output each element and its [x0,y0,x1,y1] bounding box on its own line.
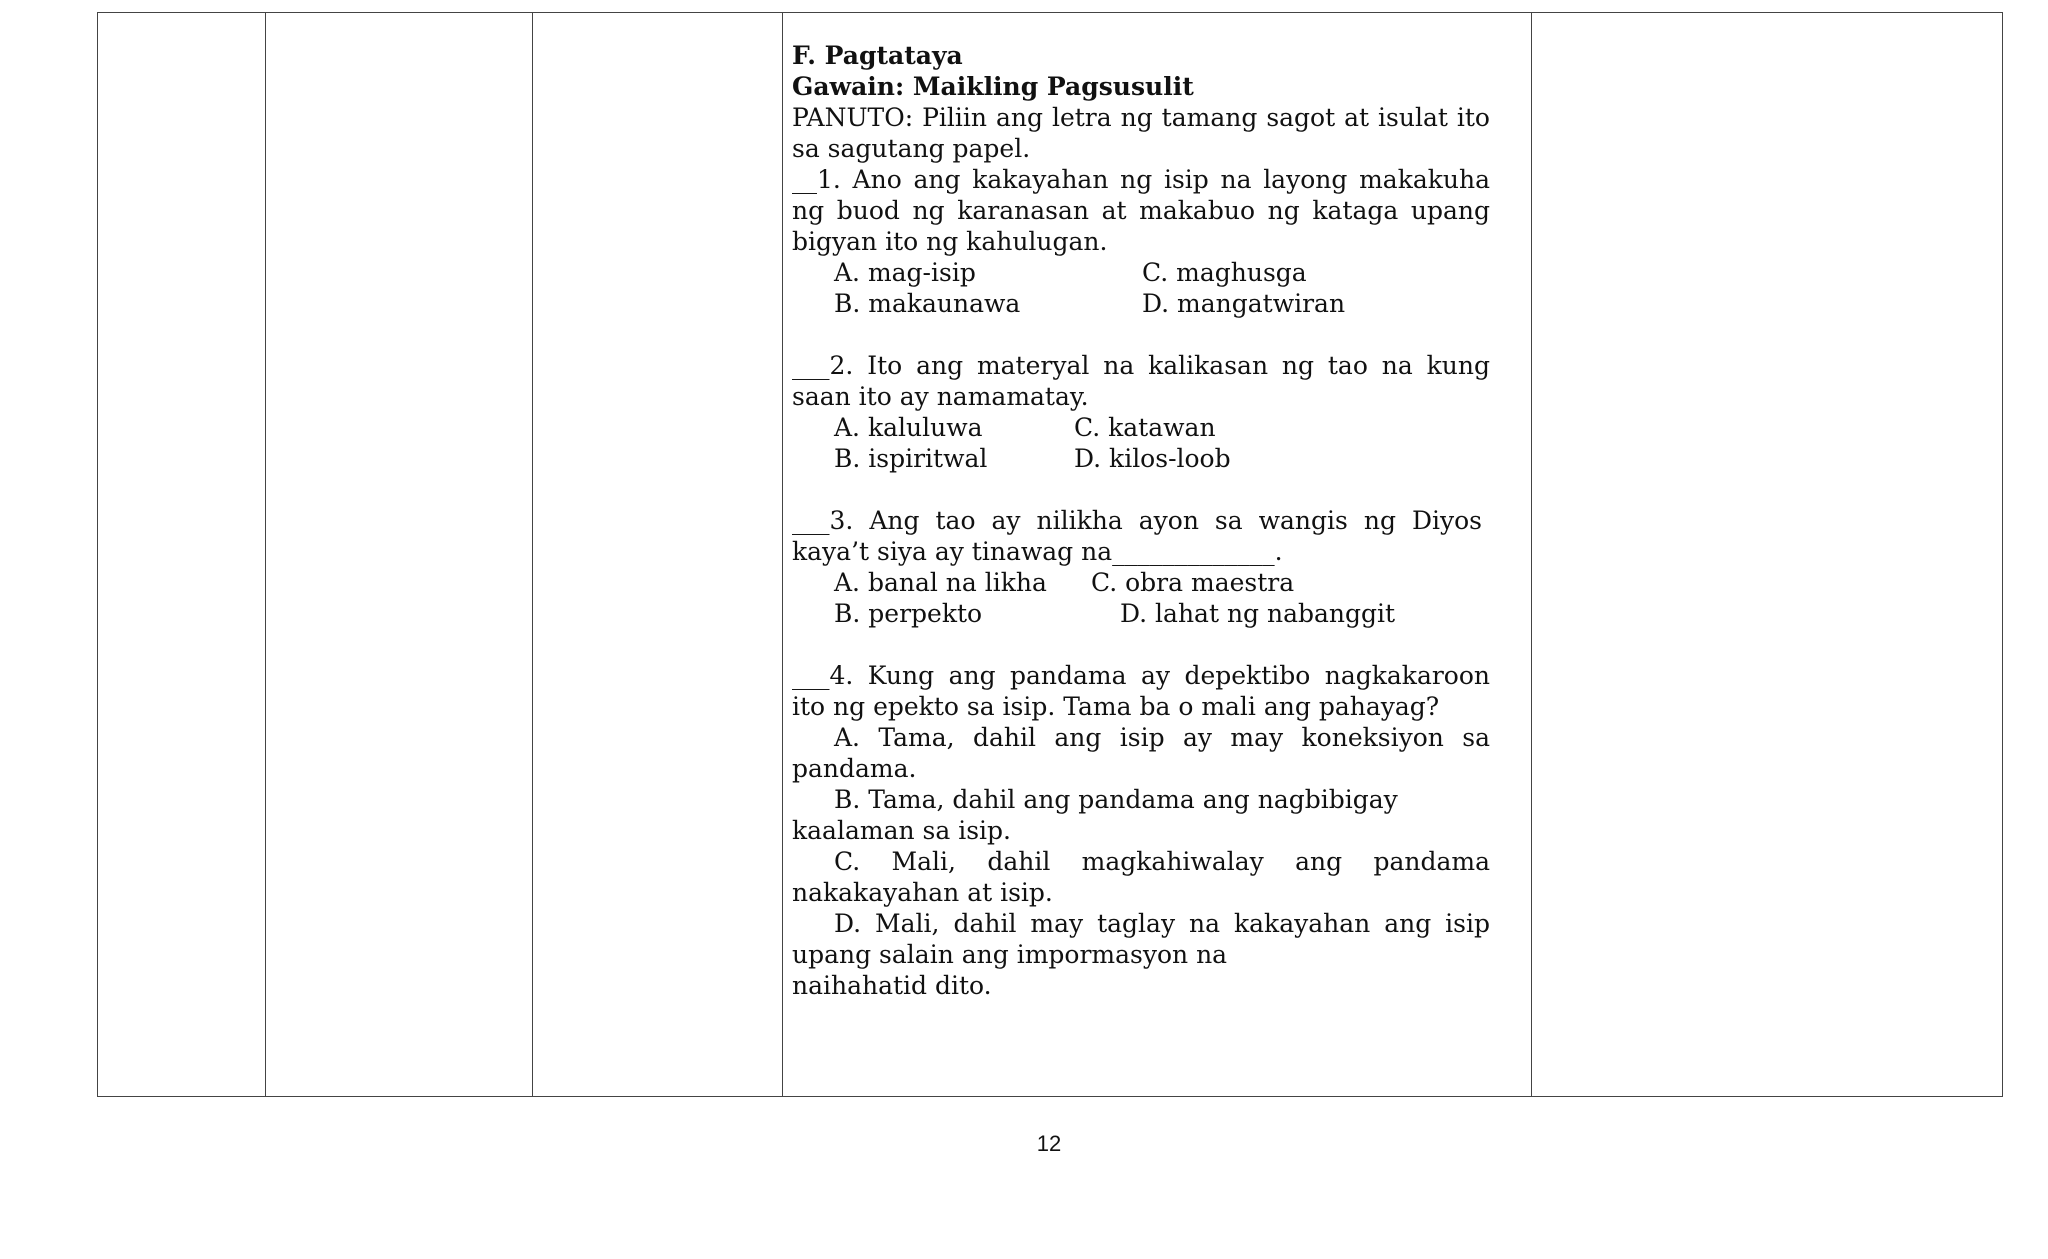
question-3-options-row-2 [792,598,1490,629]
question-3-option-a: A. banal na likha [834,568,1047,597]
question-2-option-b: B. ispiritwal [834,444,988,473]
question-1-option-a: A. mag-isip [834,258,976,287]
question-2-options-row-2 [792,443,1490,474]
question-4-stem: ___4. Kung ang pandama ay depektibo nagkakaroon ito ng epekto sa isip. Tama ba o mali ang pahayag? [792,661,1490,721]
question-3-options-row-1 [792,567,1490,598]
question-1-option-b: B. makaunawa [834,289,1021,318]
question-3-stem-line-2: kaya’t siya ay tinawag na_____________. [792,537,1283,566]
column-divider [265,12,266,1097]
question-3-option-b: B. perpekto [834,599,983,628]
question-3-option-c: C. obra maestra [1091,568,1295,597]
question-3-option-d: D. lahat ng nabanggit [1120,599,1396,628]
question-1-options-row-1 [792,257,1490,288]
column-divider [782,12,783,1097]
section-heading: F. Pagtataya [792,41,963,70]
question-2-options-row-1 [792,412,1490,443]
column-divider [532,12,533,1097]
question-4-option-d-cont: upang salain ang impormasyon na [792,940,1228,969]
question-1-option-c: C. maghusga [1142,258,1307,287]
question-1-option-d: D. mangatwiran [1142,289,1346,318]
question-4-option-c-cont: nakakayahan at isip. [792,878,1053,907]
question-4-option-c: C. Mali, dahil magkahiwalay ang pandama [834,847,1490,876]
question-1-options-row-2 [792,288,1490,319]
question-3-stem-line-1: ___3. Ang tao ay nilikha ayon sa wangis ng Diyos [792,506,1482,535]
activity-title: Gawain: Maikling Pagsusulit [792,72,1194,101]
column-divider [1531,12,1532,1097]
page-number: 12 [1036,1131,1062,1156]
question-4-option-b-cont: kaalaman sa isip. [792,816,1011,845]
instructions: PANUTO: Piliin ang letra ng tamang sagot at isulat ito sa sagutang papel. [792,103,1490,163]
question-2-option-a: A. kaluluwa [834,413,983,442]
question-4-option-a-cont: pandama. [792,754,917,783]
question-2-option-d: D. kilos-loob [1074,444,1231,473]
question-1-stem: __1. Ano ang kakayahan ng isip na layong makakuha ng buod ng karanasan at makabuo ng kataga upang bigyan ito ng kahulugan. [792,165,1490,256]
question-2-option-c: C. katawan [1074,413,1216,442]
assessment-cell [792,40,1490,1001]
question-4-option-a: A. Tama, dahil ang isip ay may koneksiyon sa [834,723,1490,752]
question-4-option-d: D. Mali, dahil may taglay na kakayahan ang isip [834,909,1490,938]
question-4-option-d-cont-2: naihahatid dito. [792,971,992,1000]
question-2-stem: ___2. Ito ang materyal na kalikasan ng tao na kung saan ito ay namamatay. [792,351,1490,411]
question-4-option-b: B. Tama, dahil ang pandama ang nagbibigay [834,785,1398,814]
